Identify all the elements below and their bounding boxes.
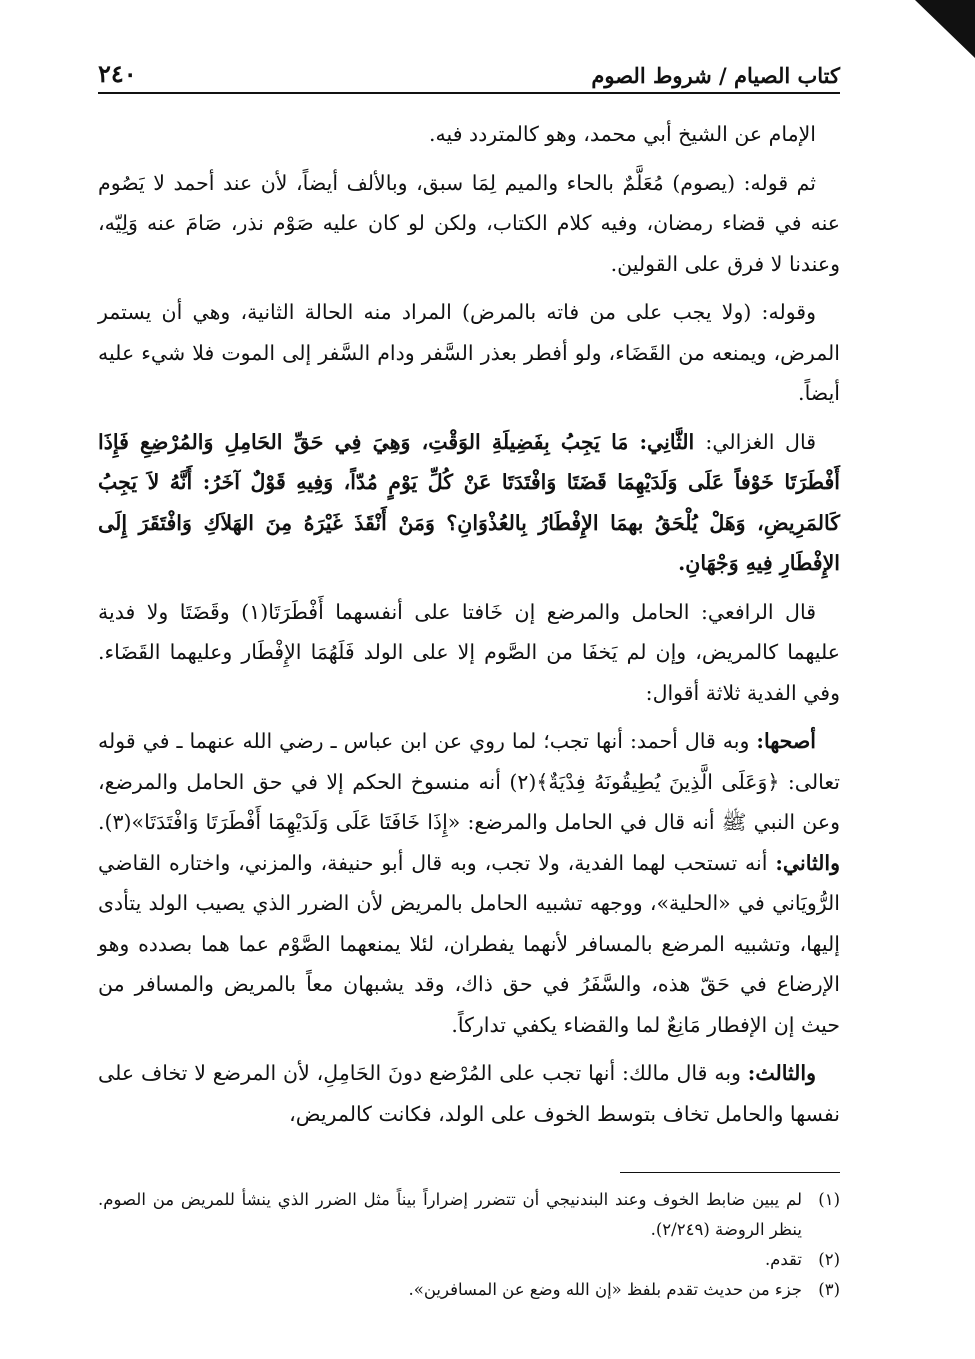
second-opinion-text: أنه تستحب لهما الفدية، ولا تجب، وبه قال أبو حنيفة، والمزني، واختاره القاضي الرُّويَاني في «الحلية»، ووجهه تشبيه الحامل بالمريض لأن الضرر الذي يصيب الولد يتأدى إليها، وتشبيه المرضع بالمسافر لأنهما يفطران، لئلا يمنعهما الصَّوْم عما هما بصدده وهو الإرضاع في حَقّ هذه، والسَّفَرُ في حق ذاك، وقد يشبهان معاً بالمريض والمسافر من حيث إن الإفطار مَانِعٌ لما والقضاء يكفي تداركاً. bbox=[98, 850, 840, 1037]
ghazali-text: الثَّانِي: مَا يَجِبُ بِفَضِيلَةِ الوَقْتِ، وَهِيَ فِي حَقِّ الحَامِلِ وَالمُرْضِعِ فَإِذَا أَفْطَرَتَا خَوْفاً عَلَى وَلَدَيْهِمَا قَضَتَا وَافْتَدَتَا عَنْ كُلِّ يَوْمٍ مُدّاً، وَفِيهِ قَوْلٌ آخَرُ: أَنَّهُ لاَ يَجِبُ كَالمَرِيضِ، وَهَلْ يُلْحَقُ بهمَا الإِفْطَارُ بِالعُذْوَانِ؟ وَمَنْ أَنْقَذَ غَيْرَهُ مِنَ الهَلاَكِ وَافْتَقَرَ إِلَى الإِفْطَارِ فِيهِ وَجْهَانِ. bbox=[98, 429, 840, 575]
first-opinion-lead: أصحها: bbox=[756, 729, 816, 753]
ghazali-paragraph bbox=[98, 422, 840, 584]
second-opinion-lead: والثاني: bbox=[775, 850, 840, 875]
footnote-separator bbox=[620, 1172, 840, 1173]
footnote-3 bbox=[98, 1275, 840, 1305]
page-corner-mark bbox=[915, 0, 975, 58]
third-opinion-text: وبه قال مالك: أنها تجب على المُرْضع دونَ الحَامِلِ، لأن المرضع لا تخاف على نفسها والحامل تخاف بتوسط الخوف على الولد، فكانت كالمريض، bbox=[98, 1061, 840, 1126]
paragraph-2: ثم قوله: (يصوم) مُعَلَّمٌ بالحاء والميم لِمَا سبق، وبالألف أيضاً، لأن عند أحمد لا يَصُوم عنه في قضاء رمضان، وفيه كلام الكتاب، ولكن لو كان عليه صَوْم نذر، صَامَ عنه وَلِيّه، وعندنا لا فرق على القولين. bbox=[98, 170, 840, 276]
paragraph-3: وقوله: (ولا يجب على من فاته بالمرض) المراد منه الحالة الثانية، وهي أن يستمر المرض، ويمنعه من القَضَاء، ولو أفطر بعذر السَّفر ودام السَّفر إلى الموت فلا شيء عليه أيضاً. bbox=[98, 300, 840, 405]
paragraph-1: الإمام عن الشيخ أبي محمد، وهو كالمتردد فيه. bbox=[429, 122, 816, 146]
footnote-text: لم يبين ضابط الخوف وعند البندنيجي أن تتضرر إضراراً بيناً مثل الضرر الذي ينشأ للمريض من الصوم. ينظر الروضة (٢/٢٤٩). bbox=[98, 1190, 802, 1239]
first-opinion-text: وبه قال أحمد: أنها تجب؛ لما روي عن ابن عباس ـ رضي الله عنهما ـ في قوله تعالى: ﴿وَعَلَى الَّذِينَ يُطِيقُونَهُ فِدْيَةٌ﴾(٢) أنه منسوخ الحكم إلا في حق الحامل والمرضع، وعن النبي ﷺ أنه قال في الحامل والمرضع: «إِذَا خَافَتَا عَلَى وَلَدَيْهِمَا أَفْطَرَتَا وَافْتَدَتَا»(٣). bbox=[98, 729, 840, 834]
ghazali-lead: قال الغزالي: bbox=[705, 429, 816, 454]
book-page bbox=[98, 48, 840, 1305]
footnote-number: (٢) bbox=[818, 1250, 840, 1269]
page-body bbox=[98, 114, 840, 1134]
footnotes bbox=[98, 1185, 840, 1305]
third-opinion-paragraph bbox=[98, 1053, 840, 1134]
footnote-text: جزء من حديث تقدم بلفظ «إن الله وضع عن المسافرين». bbox=[408, 1280, 802, 1299]
page-number: ٢٤٠ bbox=[98, 59, 137, 88]
first-opinion-paragraph bbox=[98, 721, 840, 1045]
running-title: كتاب الصيام / شروط الصوم bbox=[591, 63, 840, 88]
footnote-number: (٣) bbox=[818, 1280, 840, 1299]
footnote-2 bbox=[98, 1245, 840, 1275]
third-opinion-lead: والثالث: bbox=[747, 1061, 816, 1085]
footnote-number: (١) bbox=[818, 1190, 840, 1209]
rafii-paragraph: قال الرافعي: الحامل والمرضع إن خَافتا على أنفسهما أَفْطَرَتَا(١) وقَضَتَا ولا فدية عليهما كالمريض، وإن لم يَخفَا من الصَّوم إلا على الولد فَلَهُمَا الإِفْطَار وعليهما القَضَاء. وفي الفدية ثلاثة أقوال: bbox=[98, 599, 840, 705]
page-header bbox=[98, 48, 840, 94]
footnote-text: تقدم. bbox=[764, 1250, 802, 1269]
footnote-1 bbox=[98, 1185, 840, 1245]
